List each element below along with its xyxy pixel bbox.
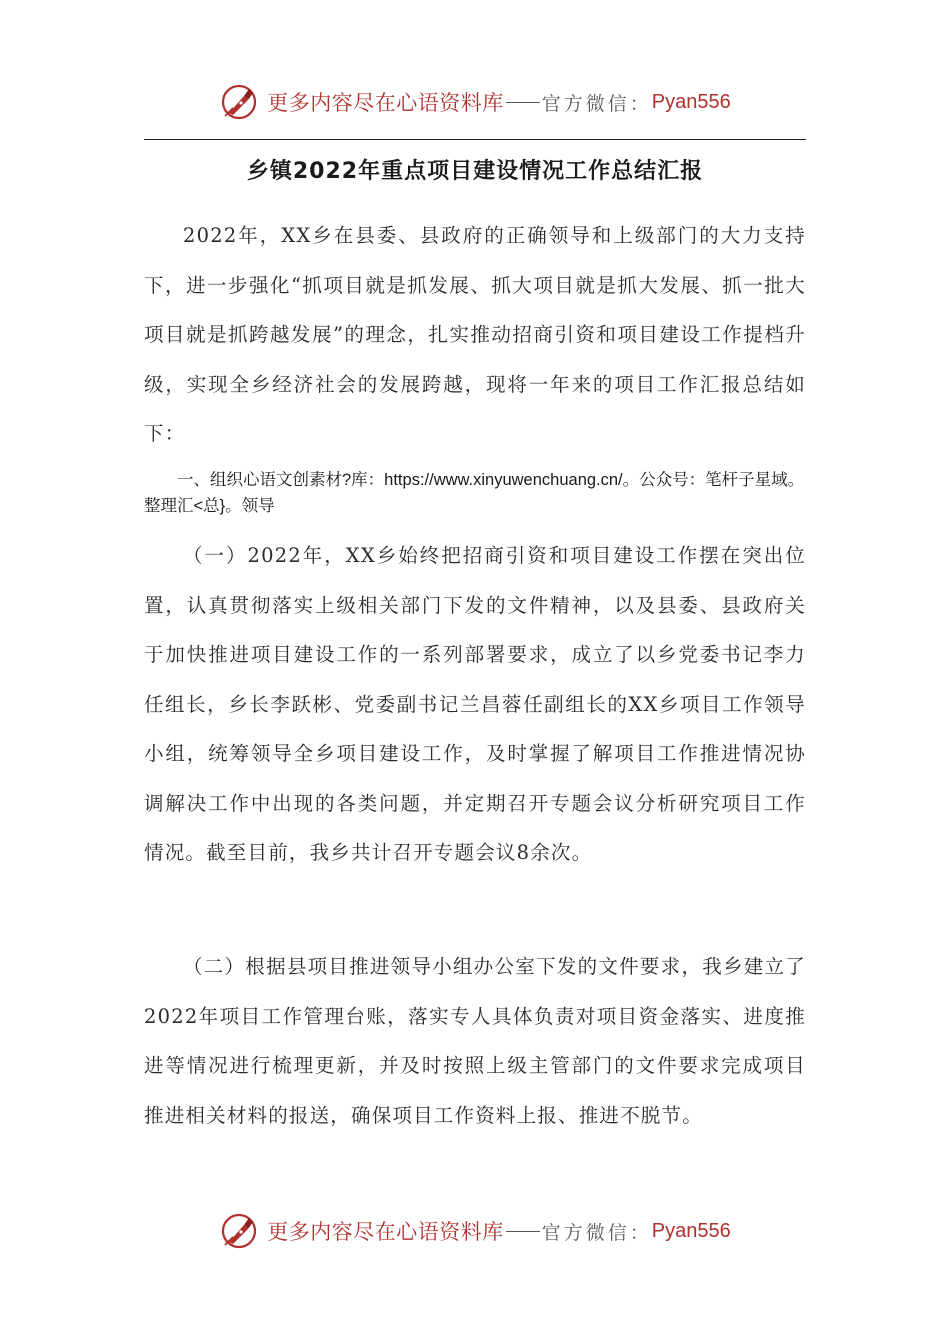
pen-nib-logo-icon [219, 82, 259, 122]
watermark-brand-text: 更多内容尽在心语资料库 [267, 91, 504, 115]
watermark-official-label: 官方微信： [541, 92, 652, 115]
watermark-wechat-id: Pyan556 [651, 1219, 731, 1242]
header-divider [144, 139, 806, 140]
paragraph-intro: 2022年，XX乡在县委、县政府的正确领导和上级部门的大力支持下，进一步强化“抓项目就是抓发展、抓大项目就是抓大发展、抓一批大项目就是抓跨越发展”的理念，扎实推动招商引资和项目建设工作提档升级，实现全乡经济社会的发展跨越，现将一年来的项目工作汇报总结如下： [144, 224, 806, 445]
paragraph-section-heading: 一、组织心语文创素材?库：https://www.xinyuwenchuang.cn/。公众号：笔杆子星域。整理汇<总}。领导 [144, 471, 805, 515]
paragraph-item-2: （二）根据县项目推进领导小组办公室下发的文件要求，我乡建立了2022年项目工作管理台账，落实专人具体负责对项目资金落实、进度推进等情况进行梳理更新，并及时按照上级主管部门的文件要求完成项目推进相关材料的报送，确保项目工作资料上报、推进不脱节。 [144, 955, 806, 1127]
watermark-wechat-id: Pyan556 [651, 90, 731, 113]
watermark-brand-text: 更多内容尽在心语资料库 [267, 1220, 504, 1244]
paragraph-item-1: （一）2022年，XX乡始终把招商引资和项目建设工作摆在突出位置，认真贯彻落实上级相关部门下发的文件精神，以及县委、县政府关于加快推进项目建设工作的一系列部署要求，成立了以乡党委书记李力任组长，乡长李跃彬、党委副书记兰昌蓉任副组长的XX乡项目工作领导小组，统筹领导全乡项目建设工作，及时掌握了解项目工作推进情况协调解决工作中出现的各类问题，并定期召开专题会议分析研究项目工作情况。截至目前，我乡共计召开专题会议8余次。 [144, 544, 806, 864]
pen-nib-logo-icon [219, 1211, 259, 1251]
watermark-dash [506, 1231, 540, 1232]
watermark-dash [506, 102, 540, 103]
watermark-official-label: 官方微信： [541, 1221, 652, 1244]
footer-watermark [0, 1207, 950, 1255]
document-title: 乡镇2022年重点项目建设情况工作总结汇报 [246, 159, 704, 184]
header-watermark [0, 78, 950, 126]
